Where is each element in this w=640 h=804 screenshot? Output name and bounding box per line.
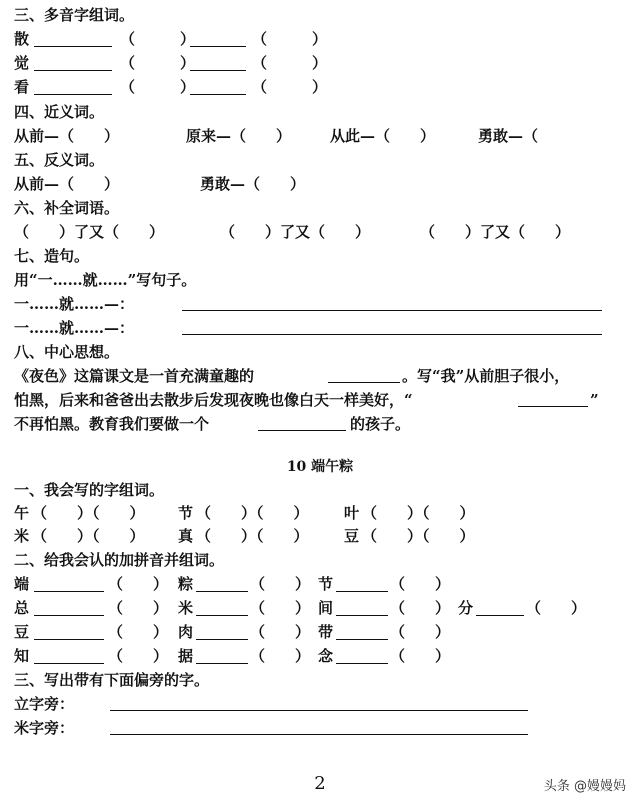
paren: （ ） [390,623,451,641]
paren: （ ） [250,623,311,641]
char: 总 [14,599,30,617]
char: 真 [178,527,194,545]
sentence-blank[interactable] [182,310,602,311]
fill-word-item: （ ）了又（ ） [420,223,571,241]
fill-word-item: （ ）了又（ ） [220,223,371,241]
fill-word-item: （ ）了又（ ） [14,223,165,241]
answer-blank[interactable] [34,663,104,664]
polyphone-char: 觉 [14,54,30,72]
char: 知 [14,647,30,665]
sentence-blank[interactable] [182,334,602,335]
answer-blank[interactable] [336,639,388,640]
char: 节 [178,504,194,522]
watermark: 头条 @嫚嫚妈 [543,779,626,794]
answer-blank[interactable] [34,46,112,47]
paren: （ ） [390,599,451,617]
heading-sentence: 七、造句。 [14,247,90,265]
answer-blank[interactable] [336,663,388,664]
synonym-item: 从前—（ ） [14,127,120,145]
char: 午 [14,504,30,522]
paren: （ ） [390,647,451,665]
answer-blank[interactable] [518,406,588,407]
paren: （ ） [120,30,196,48]
heading-write-words: 一、我会写的字组词。 [14,481,165,499]
sentence-prompt: 用“一……就……”写句子。 [14,271,197,289]
heading-pinyin: 二、给我会认的加拼音并组词。 [14,551,225,569]
antonym-item: 勇敢—（ ） [200,175,306,193]
heading-polyphone: 三、多音字组词。 [14,6,135,24]
paren: （ ） [252,54,328,72]
heading-radicals: 三、写出带有下面偏旁的字。 [14,671,210,689]
answer-blank[interactable] [34,591,104,592]
paren: （ ） [252,30,328,48]
radical-blank[interactable] [110,710,528,711]
paren: （ ） [526,599,587,617]
paren: （ ） [108,599,169,617]
paragraph-text: 。写“我”从前胆子很小， [402,367,570,385]
paren: （ ） [108,575,169,593]
heading-fill-words: 六、补全词语。 [14,199,120,217]
paragraph-text: 《夜色》这篇课文是一首充满童趣的 [14,367,255,385]
polyphone-char: 散 [14,30,30,48]
radical-label: 米字旁： [14,719,75,737]
answer-blank[interactable] [34,94,112,95]
answer-blank[interactable] [196,639,248,640]
paren: （ ） [108,647,169,665]
char: 据 [178,647,194,665]
char: 带 [318,623,334,641]
paragraph-text: 不再怕黑。教育我们要做一个 [14,415,210,433]
answer-blank[interactable] [34,70,112,71]
char: 豆 [344,527,360,545]
char: 米 [14,527,30,545]
paren: （ ）（ ） [32,504,145,522]
answer-blank[interactable] [190,94,246,95]
answer-blank[interactable] [196,591,248,592]
paren: （ ） [250,599,311,617]
polyphone-char: 看 [14,78,30,96]
synonym-item: 从此—（ ） [330,127,436,145]
char: 豆 [14,623,30,641]
heading-synonyms: 四、近义词。 [14,103,105,121]
answer-blank[interactable] [196,615,248,616]
paragraph-text: 怕黑，后来和爸爸出去散步后发现夜晚也像白天一样美好，“ [14,391,413,409]
paren: （ ）（ ） [362,504,475,522]
sentence-label: 一……就……—： [14,295,135,313]
answer-blank[interactable] [190,46,246,47]
paren: （ ） [250,575,311,593]
paragraph-text: ” [590,391,599,409]
char: 分 [458,599,474,617]
page-number: 2 [314,773,326,794]
answer-blank[interactable] [34,615,104,616]
answer-blank[interactable] [258,430,346,431]
paren: （ ）（ ） [32,527,145,545]
paren: （ ） [250,647,311,665]
synonym-item: 勇敢—（ [478,127,539,145]
answer-blank[interactable] [336,615,388,616]
paren: （ ） [252,78,328,96]
radical-label: 立字旁： [14,695,75,713]
paren: （ ） [120,78,196,96]
heading-antonyms: 五、反义词。 [14,151,105,169]
char: 端 [14,575,30,593]
char: 肉 [178,623,194,641]
antonym-item: 从前—（ ） [14,175,120,193]
answer-blank[interactable] [196,663,248,664]
answer-blank[interactable] [34,639,104,640]
paragraph-text: 的孩子。 [350,415,411,433]
answer-blank[interactable] [328,382,400,383]
synonym-item: 原来—（ ） [186,127,292,145]
lesson-title: 10 端午粽 [286,459,354,475]
paren: （ ） [108,623,169,641]
answer-blank[interactable] [190,70,246,71]
sentence-label: 一……就……—： [14,319,135,337]
paren: （ ）（ ） [196,527,309,545]
radical-blank[interactable] [110,734,528,735]
paren: （ ） [390,575,451,593]
heading-main-idea: 八、中心思想。 [14,343,120,361]
char: 叶 [344,504,360,522]
paren: （ ）（ ） [362,527,475,545]
char: 念 [318,647,334,665]
char: 粽 [178,575,194,593]
answer-blank[interactable] [336,591,388,592]
char: 间 [318,599,334,617]
paren: （ ） [120,54,196,72]
answer-blank[interactable] [476,615,524,616]
char: 米 [178,599,194,617]
paren: （ ）（ ） [196,504,309,522]
char: 节 [318,575,334,593]
